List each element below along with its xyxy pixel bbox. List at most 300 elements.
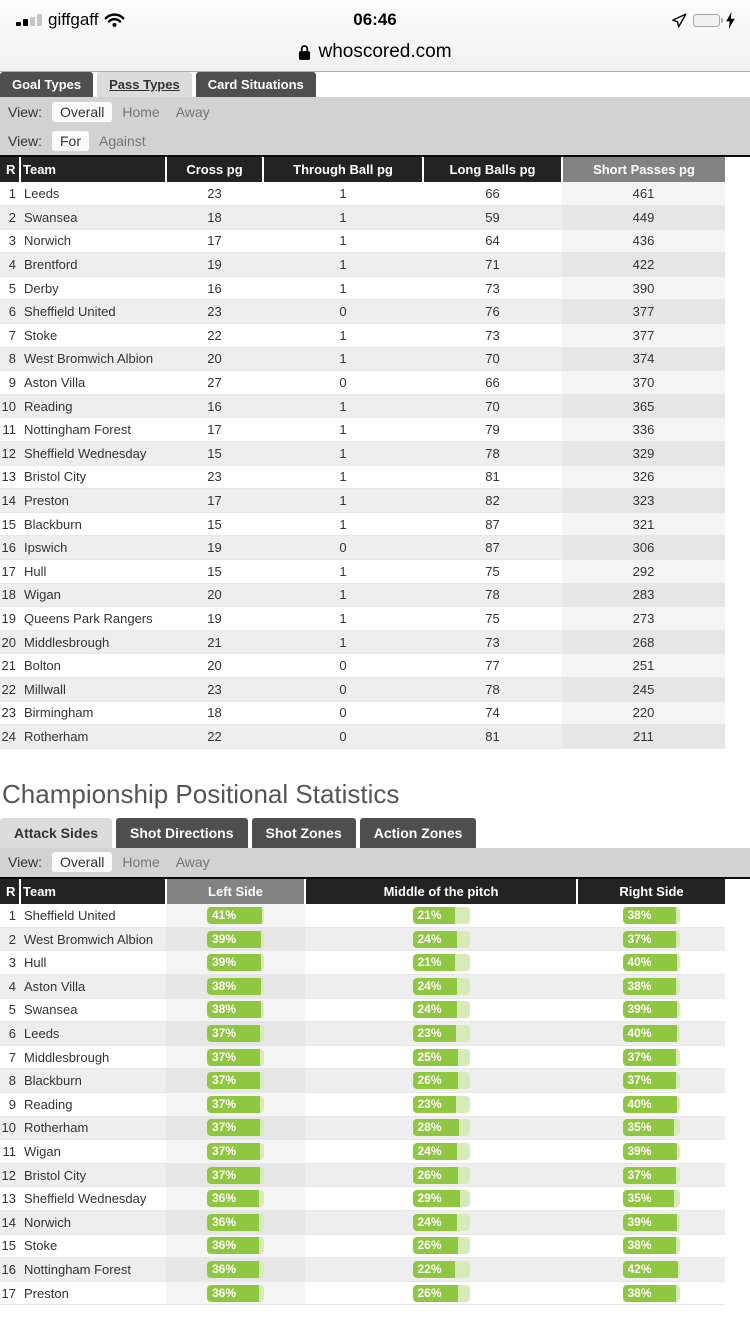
team-link[interactable]: Leeds bbox=[20, 182, 166, 206]
stat-cell: 15 bbox=[166, 512, 263, 536]
table-row[interactable] bbox=[0, 489, 725, 513]
table-row[interactable] bbox=[0, 418, 725, 442]
stat-bar bbox=[623, 1285, 680, 1302]
stat-cell: 78 bbox=[423, 583, 562, 607]
stat-cell: 22 bbox=[166, 324, 263, 348]
rank-cell: 16 bbox=[0, 1258, 20, 1282]
stat-cell: 1 bbox=[263, 394, 423, 418]
stat-bar-value: 22% bbox=[417, 1261, 442, 1276]
stat-cell: 283 bbox=[562, 583, 725, 607]
header-left-side[interactable]: Left Side bbox=[166, 879, 305, 904]
rank-cell: 10 bbox=[0, 1116, 20, 1140]
stat-cell: 306 bbox=[562, 536, 725, 560]
stat-bar bbox=[623, 1167, 680, 1184]
team-link[interactable]: Aston Villa bbox=[20, 975, 166, 999]
stat-bar-value: 38% bbox=[627, 1285, 652, 1300]
stat-bar-cell bbox=[577, 1093, 725, 1117]
table-row[interactable] bbox=[0, 394, 725, 418]
stat-bar bbox=[623, 1001, 680, 1018]
tab-card-situations[interactable]: Card Situations bbox=[196, 72, 316, 97]
stat-bar-cell bbox=[166, 1093, 305, 1117]
stat-cell: 21 bbox=[166, 630, 263, 654]
stat-bar-value: 24% bbox=[417, 931, 442, 946]
team-link[interactable]: Sheffield Wednesday bbox=[20, 1187, 166, 1211]
table-row[interactable] bbox=[0, 1069, 725, 1093]
stat-bar bbox=[207, 907, 264, 924]
table-row[interactable] bbox=[0, 1093, 725, 1117]
clock: 06:46 bbox=[353, 10, 397, 29]
stat-bar bbox=[413, 954, 470, 971]
table-row[interactable] bbox=[0, 276, 725, 300]
team-link[interactable]: Sheffield United bbox=[20, 904, 166, 928]
stat-bar bbox=[413, 1096, 470, 1113]
stat-cell: 20 bbox=[166, 583, 263, 607]
stat-bar-cell bbox=[577, 998, 725, 1022]
table-row[interactable] bbox=[0, 1210, 725, 1234]
stat-bar bbox=[623, 1143, 680, 1160]
header-rank[interactable]: R bbox=[0, 157, 20, 182]
stat-bar-value: 36% bbox=[212, 1214, 237, 1229]
tab-action-zones[interactable]: Action Zones bbox=[360, 818, 477, 848]
stat-bar-cell bbox=[305, 1163, 577, 1187]
table-row[interactable] bbox=[0, 975, 725, 999]
rank-cell: 19 bbox=[0, 607, 20, 631]
rank-cell: 1 bbox=[0, 904, 20, 928]
header-rank[interactable]: R bbox=[0, 879, 20, 904]
table-row[interactable] bbox=[0, 725, 725, 749]
table-row[interactable] bbox=[0, 300, 725, 324]
team-link[interactable]: Nottingham Forest bbox=[20, 418, 166, 442]
tab-attack-sides[interactable]: Attack Sides bbox=[0, 818, 112, 848]
stat-bar bbox=[623, 1049, 680, 1066]
stat-bar bbox=[413, 1237, 470, 1254]
stat-bar-value: 25% bbox=[417, 1049, 442, 1064]
table-row[interactable] bbox=[0, 347, 725, 371]
stat-bar-value: 37% bbox=[627, 931, 652, 946]
table-row[interactable] bbox=[0, 512, 725, 536]
stat-bar bbox=[623, 1237, 680, 1254]
stat-cell: 76 bbox=[423, 300, 562, 324]
stat-cell: 1 bbox=[263, 182, 423, 206]
team-link[interactable]: Blackburn bbox=[20, 512, 166, 536]
positional-section-tabs bbox=[0, 818, 750, 848]
stat-cell: 19 bbox=[166, 607, 263, 631]
view-option-overall[interactable]: Overall bbox=[52, 852, 112, 872]
table-row[interactable] bbox=[0, 324, 725, 348]
stat-cell: 70 bbox=[423, 394, 562, 418]
team-link[interactable]: Hull bbox=[20, 951, 166, 975]
team-link[interactable]: Preston bbox=[20, 489, 166, 513]
team-link[interactable]: West Bromwich Albion bbox=[20, 927, 166, 951]
team-link[interactable]: Middlesbrough bbox=[20, 630, 166, 654]
stat-bar-value: 24% bbox=[417, 1214, 442, 1229]
rank-cell: 6 bbox=[0, 1022, 20, 1046]
table-row[interactable] bbox=[0, 1187, 725, 1211]
table-row[interactable] bbox=[0, 536, 725, 560]
stat-cell: 0 bbox=[263, 654, 423, 678]
team-link[interactable]: Hull bbox=[20, 560, 166, 584]
table-row[interactable] bbox=[0, 1234, 725, 1258]
stat-bar-cell bbox=[305, 1116, 577, 1140]
stat-bar bbox=[413, 1072, 470, 1089]
tab-shot-directions[interactable]: Shot Directions bbox=[116, 818, 247, 848]
table-row[interactable] bbox=[0, 607, 725, 631]
rank-cell: 1 bbox=[0, 182, 20, 206]
stat-bar-value: 36% bbox=[212, 1261, 237, 1276]
stat-cell: 77 bbox=[423, 654, 562, 678]
stat-bar-value: 28% bbox=[417, 1120, 442, 1135]
team-link[interactable]: Derby bbox=[20, 276, 166, 300]
stat-bar-cell bbox=[166, 927, 305, 951]
stat-bar-value: 24% bbox=[417, 1144, 442, 1159]
stat-cell: 71 bbox=[423, 253, 562, 277]
rank-cell: 9 bbox=[0, 371, 20, 395]
stat-cell: 326 bbox=[562, 465, 725, 489]
pass-section-tabs bbox=[0, 72, 750, 97]
stat-cell: 75 bbox=[423, 607, 562, 631]
stat-bar bbox=[413, 1190, 470, 1207]
stat-bar bbox=[207, 1049, 264, 1066]
stat-bar bbox=[207, 978, 264, 995]
stat-bar-cell bbox=[305, 975, 577, 999]
table-row[interactable] bbox=[0, 701, 725, 725]
team-link[interactable]: Blackburn bbox=[20, 1069, 166, 1093]
location-arrow-icon bbox=[671, 12, 688, 29]
stat-cell: 1 bbox=[263, 583, 423, 607]
stat-cell: 16 bbox=[166, 394, 263, 418]
stat-cell: 220 bbox=[562, 701, 725, 725]
stat-bar bbox=[207, 1143, 264, 1160]
stat-cell: 377 bbox=[562, 300, 725, 324]
stat-cell: 19 bbox=[166, 253, 263, 277]
stat-cell: 70 bbox=[423, 347, 562, 371]
stat-cell: 422 bbox=[562, 253, 725, 277]
team-link[interactable]: Brentford bbox=[20, 253, 166, 277]
rank-cell: 14 bbox=[0, 1210, 20, 1234]
stat-bar-cell bbox=[166, 998, 305, 1022]
attack-sides-table-wrap bbox=[0, 877, 750, 1306]
stat-cell: 17 bbox=[166, 489, 263, 513]
stat-bar bbox=[207, 1096, 264, 1113]
table-row[interactable] bbox=[0, 206, 725, 230]
stat-bar-cell bbox=[577, 1234, 725, 1258]
stat-bar-cell bbox=[305, 1258, 577, 1282]
team-link[interactable]: Wigan bbox=[20, 583, 166, 607]
stat-bar bbox=[413, 1214, 470, 1231]
team-link[interactable]: Millwall bbox=[20, 677, 166, 701]
stat-cell: 17 bbox=[166, 418, 263, 442]
stat-bar-value: 38% bbox=[627, 1238, 652, 1253]
stat-bar-value: 39% bbox=[627, 1002, 652, 1017]
team-link[interactable]: Reading bbox=[20, 1093, 166, 1117]
stat-bar-cell bbox=[305, 927, 577, 951]
stat-bar-value: 38% bbox=[212, 1002, 237, 1017]
rank-cell: 13 bbox=[0, 465, 20, 489]
stat-cell: 1 bbox=[263, 489, 423, 513]
stat-cell: 251 bbox=[562, 654, 725, 678]
stat-bar bbox=[623, 1214, 680, 1231]
team-link[interactable]: Swansea bbox=[20, 206, 166, 230]
stat-bar-cell bbox=[305, 1045, 577, 1069]
stat-bar-cell bbox=[166, 1210, 305, 1234]
stat-bar bbox=[413, 1001, 470, 1018]
stat-bar-value: 26% bbox=[417, 1167, 442, 1182]
stat-cell: 0 bbox=[263, 725, 423, 749]
stat-cell: 292 bbox=[562, 560, 725, 584]
team-link[interactable]: Wigan bbox=[20, 1140, 166, 1164]
stat-bar-cell bbox=[305, 1187, 577, 1211]
stat-bar bbox=[207, 931, 264, 948]
stat-bar-value: 40% bbox=[627, 1026, 652, 1041]
carrier-label: giffgaff bbox=[48, 10, 99, 29]
stat-bar-cell bbox=[577, 975, 725, 999]
stat-bar bbox=[623, 954, 680, 971]
table-row[interactable] bbox=[0, 442, 725, 466]
team-link[interactable]: Rotherham bbox=[20, 725, 166, 749]
table-row[interactable] bbox=[0, 182, 725, 206]
stat-cell: 78 bbox=[423, 442, 562, 466]
table-row[interactable] bbox=[0, 927, 725, 951]
view-option-away[interactable]: Away bbox=[175, 103, 210, 120]
team-link[interactable]: Reading bbox=[20, 394, 166, 418]
rank-cell: 23 bbox=[0, 701, 20, 725]
team-link[interactable]: Sheffield Wednesday bbox=[20, 442, 166, 466]
rank-cell: 12 bbox=[0, 442, 20, 466]
stat-bar-cell bbox=[305, 1069, 577, 1093]
stat-cell: 211 bbox=[562, 725, 725, 749]
table-row[interactable] bbox=[0, 583, 725, 607]
stat-bar bbox=[623, 907, 680, 924]
team-link[interactable]: Sheffield United bbox=[20, 300, 166, 324]
team-link[interactable]: West Bromwich Albion bbox=[20, 347, 166, 371]
table-row[interactable] bbox=[0, 371, 725, 395]
team-link[interactable]: Aston Villa bbox=[20, 371, 166, 395]
header-cross-pg[interactable]: Cross pg bbox=[166, 157, 263, 182]
stat-bar-value: 38% bbox=[212, 978, 237, 993]
table-row[interactable] bbox=[0, 654, 725, 678]
stat-bar-value: 24% bbox=[417, 1002, 442, 1017]
table-row[interactable] bbox=[0, 1258, 725, 1282]
header-through-ball-pg[interactable]: Through Ball pg bbox=[263, 157, 423, 182]
view-option-against[interactable]: Against bbox=[98, 132, 146, 149]
stat-bar-cell bbox=[166, 1022, 305, 1046]
address-bar[interactable] bbox=[0, 34, 750, 70]
stat-bar-value: 40% bbox=[627, 1096, 652, 1111]
header-short-passes-pg[interactable]: Short Passes pg bbox=[562, 157, 725, 182]
stat-cell: 1 bbox=[263, 276, 423, 300]
stat-cell: 245 bbox=[562, 677, 725, 701]
stat-bar-value: 37% bbox=[212, 1144, 237, 1159]
table-row[interactable] bbox=[0, 677, 725, 701]
team-link[interactable]: Bolton bbox=[20, 654, 166, 678]
stat-cell: 73 bbox=[423, 276, 562, 300]
view-option-home[interactable]: Home bbox=[122, 854, 160, 871]
stat-cell: 273 bbox=[562, 607, 725, 631]
view-option-overall[interactable]: Overall bbox=[52, 102, 112, 122]
rank-cell: 24 bbox=[0, 725, 20, 749]
team-link[interactable]: Nottingham Forest bbox=[20, 1258, 166, 1282]
stat-cell: 17 bbox=[166, 229, 263, 253]
rank-cell: 10 bbox=[0, 394, 20, 418]
stat-bar bbox=[207, 954, 264, 971]
stat-cell: 75 bbox=[423, 560, 562, 584]
table-row[interactable] bbox=[0, 465, 725, 489]
header-right-side[interactable]: Right Side bbox=[577, 879, 725, 904]
tab-goal-types[interactable]: Goal Types bbox=[0, 72, 93, 97]
stat-cell: 390 bbox=[562, 276, 725, 300]
rank-cell: 4 bbox=[0, 975, 20, 999]
stat-bar-cell bbox=[577, 1022, 725, 1046]
stat-bar bbox=[413, 1261, 470, 1278]
stat-bar-value: 37% bbox=[212, 1096, 237, 1111]
stat-bar bbox=[207, 1214, 264, 1231]
team-link[interactable]: Norwich bbox=[20, 229, 166, 253]
view-option-home[interactable]: Home bbox=[122, 103, 160, 120]
stat-bar bbox=[413, 931, 470, 948]
stat-bar-cell bbox=[577, 1140, 725, 1164]
team-link[interactable]: Bristol City bbox=[20, 465, 166, 489]
stat-cell: 82 bbox=[423, 489, 562, 513]
stat-bar-cell bbox=[577, 1116, 725, 1140]
rank-cell: 2 bbox=[0, 206, 20, 230]
stat-cell: 0 bbox=[263, 701, 423, 725]
stat-bar-cell bbox=[166, 1187, 305, 1211]
stat-bar bbox=[413, 1025, 470, 1042]
team-link[interactable]: Swansea bbox=[20, 998, 166, 1022]
stat-cell: 1 bbox=[263, 206, 423, 230]
team-link[interactable]: Leeds bbox=[20, 1022, 166, 1046]
header-middle-of-the-pitch[interactable]: Middle of the pitch bbox=[305, 879, 577, 904]
rank-cell: 15 bbox=[0, 1234, 20, 1258]
view-option-away[interactable]: Away bbox=[175, 854, 210, 871]
stat-cell: 59 bbox=[423, 206, 562, 230]
stat-bar bbox=[623, 1072, 680, 1089]
rank-cell: 3 bbox=[0, 229, 20, 253]
team-link[interactable]: Queens Park Rangers bbox=[20, 607, 166, 631]
stat-bar bbox=[207, 1190, 264, 1207]
stat-bar bbox=[623, 1025, 680, 1042]
stat-cell: 81 bbox=[423, 725, 562, 749]
rank-cell: 17 bbox=[0, 560, 20, 584]
header-team[interactable]: Team bbox=[20, 157, 166, 182]
table-row[interactable] bbox=[0, 1116, 725, 1140]
stat-cell: 1 bbox=[263, 418, 423, 442]
stat-bar bbox=[623, 1261, 680, 1278]
table-row[interactable] bbox=[0, 904, 725, 928]
table-row[interactable] bbox=[0, 1163, 725, 1187]
stat-bar-value: 21% bbox=[417, 955, 442, 970]
attack-sides-table bbox=[0, 879, 725, 1306]
stat-bar bbox=[207, 1119, 264, 1136]
table-row[interactable] bbox=[0, 630, 725, 654]
stat-bar-value: 36% bbox=[212, 1191, 237, 1206]
table-row[interactable] bbox=[0, 229, 725, 253]
team-link[interactable]: Bristol City bbox=[20, 1163, 166, 1187]
stat-bar bbox=[413, 1167, 470, 1184]
stat-bar-cell bbox=[166, 904, 305, 928]
team-link[interactable]: Norwich bbox=[20, 1210, 166, 1234]
stat-cell: 23 bbox=[166, 182, 263, 206]
rank-cell: 21 bbox=[0, 654, 20, 678]
rank-cell: 12 bbox=[0, 1163, 20, 1187]
table-row[interactable] bbox=[0, 253, 725, 277]
header-long-balls-pg[interactable]: Long Balls pg bbox=[423, 157, 562, 182]
stat-bar-cell bbox=[305, 1022, 577, 1046]
stat-cell: 78 bbox=[423, 677, 562, 701]
rank-cell: 11 bbox=[0, 418, 20, 442]
rank-cell: 17 bbox=[0, 1281, 20, 1305]
stat-cell: 449 bbox=[562, 206, 725, 230]
stat-bar-cell bbox=[305, 1210, 577, 1234]
stat-cell: 1 bbox=[263, 442, 423, 466]
stat-cell: 18 bbox=[166, 206, 263, 230]
team-link[interactable]: Rotherham bbox=[20, 1116, 166, 1140]
tab-shot-zones[interactable]: Shot Zones bbox=[252, 818, 356, 848]
rank-cell: 7 bbox=[0, 1045, 20, 1069]
url-domain: whoscored.com bbox=[318, 41, 452, 62]
table-row[interactable] bbox=[0, 951, 725, 975]
team-link[interactable]: Ipswich bbox=[20, 536, 166, 560]
stat-bar-value: 29% bbox=[417, 1191, 442, 1206]
stat-bar-value: 23% bbox=[417, 1096, 442, 1111]
team-link[interactable]: Stoke bbox=[20, 324, 166, 348]
stat-cell: 336 bbox=[562, 418, 725, 442]
stat-bar-cell bbox=[577, 927, 725, 951]
rank-cell: 13 bbox=[0, 1187, 20, 1211]
stat-bar-value: 36% bbox=[212, 1238, 237, 1253]
stat-bar-cell bbox=[166, 1069, 305, 1093]
stat-cell: 436 bbox=[562, 229, 725, 253]
stat-bar bbox=[207, 1237, 264, 1254]
tab-pass-types[interactable]: Pass Types bbox=[97, 72, 192, 97]
team-link[interactable]: Birmingham bbox=[20, 701, 166, 725]
rank-cell: 14 bbox=[0, 489, 20, 513]
stat-bar-value: 38% bbox=[627, 978, 652, 993]
rank-cell: 8 bbox=[0, 347, 20, 371]
stat-bar-value: 38% bbox=[627, 907, 652, 922]
team-link[interactable]: Stoke bbox=[20, 1234, 166, 1258]
battery-icon bbox=[693, 14, 720, 27]
stat-bar-cell bbox=[577, 1210, 725, 1234]
view-toggle-overall-home-away bbox=[0, 97, 750, 126]
team-link[interactable]: Middlesbrough bbox=[20, 1045, 166, 1069]
stat-cell: 370 bbox=[562, 371, 725, 395]
stat-cell: 461 bbox=[562, 182, 725, 206]
team-link[interactable]: Preston bbox=[20, 1281, 166, 1305]
stat-cell: 1 bbox=[263, 630, 423, 654]
table-row[interactable] bbox=[0, 1140, 725, 1164]
stat-cell: 81 bbox=[423, 465, 562, 489]
stat-cell: 20 bbox=[166, 654, 263, 678]
stat-bar-cell bbox=[166, 1140, 305, 1164]
table-row[interactable] bbox=[0, 1022, 725, 1046]
stat-cell: 79 bbox=[423, 418, 562, 442]
stat-cell: 1 bbox=[263, 465, 423, 489]
table-row[interactable] bbox=[0, 998, 725, 1022]
stat-bar-cell bbox=[577, 951, 725, 975]
table-row[interactable] bbox=[0, 1045, 725, 1069]
pass-types-table-wrap bbox=[0, 155, 750, 749]
view-option-for[interactable]: For bbox=[52, 131, 89, 151]
stat-cell: 73 bbox=[423, 630, 562, 654]
rank-cell: 11 bbox=[0, 1140, 20, 1164]
table-row[interactable] bbox=[0, 560, 725, 584]
header-team[interactable]: Team bbox=[20, 879, 166, 904]
table-row[interactable] bbox=[0, 1281, 725, 1305]
stat-bar-cell bbox=[305, 998, 577, 1022]
stat-bar-value: 35% bbox=[627, 1191, 652, 1206]
stat-bar-value: 26% bbox=[417, 1285, 442, 1300]
